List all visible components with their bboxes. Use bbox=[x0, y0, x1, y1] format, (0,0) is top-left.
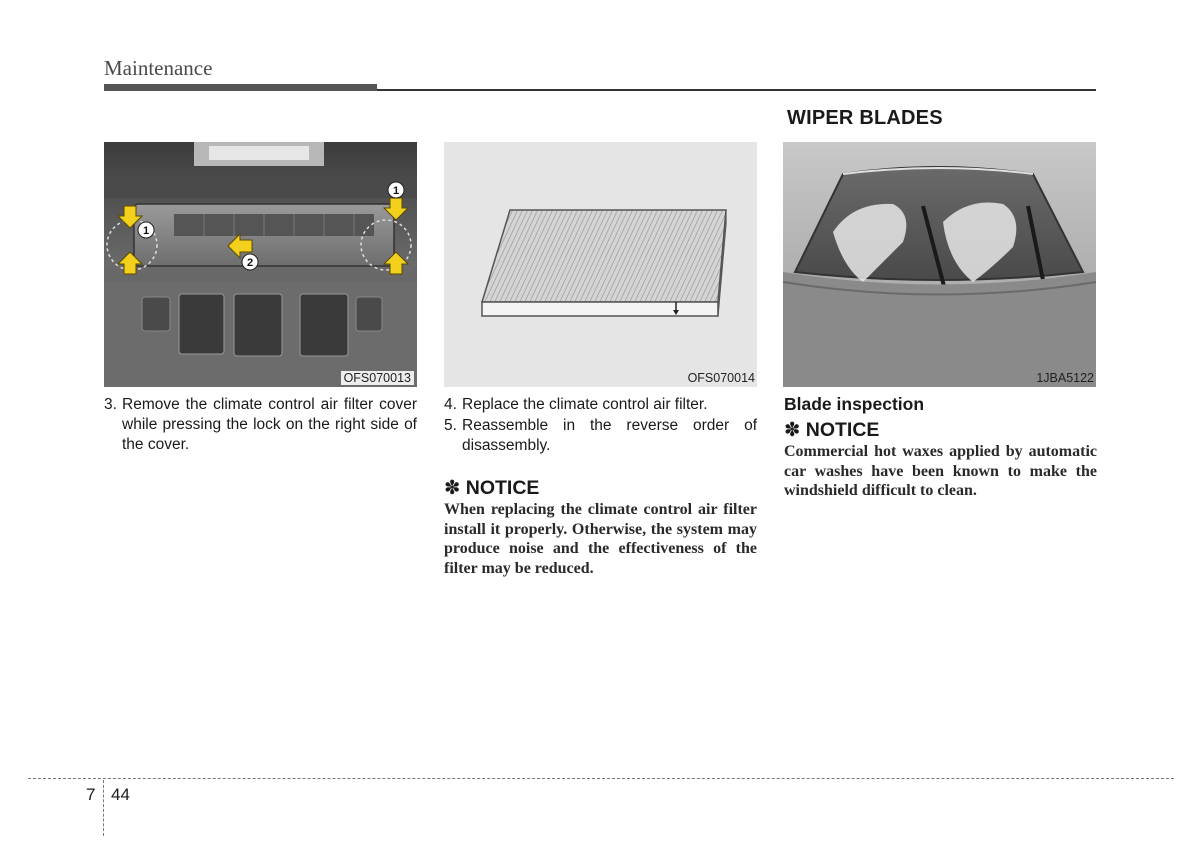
footer-divider bbox=[103, 780, 104, 836]
step-number: 4. bbox=[444, 396, 457, 413]
step-3 bbox=[104, 395, 417, 455]
callout-1-left bbox=[138, 222, 154, 238]
step-4 bbox=[444, 395, 757, 415]
header-rule-thin bbox=[377, 89, 1096, 91]
chapter-number: 7 bbox=[86, 785, 96, 804]
running-header: Maintenance bbox=[104, 56, 213, 80]
figure-code: OFS070014 bbox=[687, 371, 755, 385]
figure-code: 1JBA5122 bbox=[1036, 371, 1094, 385]
header-rule-thick bbox=[104, 84, 377, 91]
notice-body: When replacing the climate control air filter install it properly. Otherwise, the system may produce noise and the effectiveness of the filter may be reduced. bbox=[444, 501, 757, 577]
step-text: Reassemble in the reverse order of disassembly. bbox=[462, 417, 757, 454]
callout-2 bbox=[242, 254, 258, 270]
footer-rule bbox=[28, 778, 1174, 779]
figure-filter-cover bbox=[104, 142, 417, 387]
windshield-illustration bbox=[783, 142, 1096, 387]
section-title: WIPER BLADES bbox=[787, 107, 943, 129]
notice-body: Commercial hot waxes applied by automatic car washes have been known to make the windshield difficult to clean. bbox=[784, 443, 1097, 500]
air-filter-illustration bbox=[444, 142, 757, 387]
figure-code: OFS070013 bbox=[341, 371, 414, 385]
svg-text:1: 1 bbox=[142, 225, 150, 237]
step-number: 5. bbox=[444, 417, 457, 434]
step-5 bbox=[444, 416, 757, 456]
blade-inspection-heading: Blade inspection bbox=[784, 394, 925, 414]
svg-text:2: 2 bbox=[246, 257, 254, 269]
filter-cover-illustration bbox=[104, 142, 417, 387]
figure-windshield bbox=[783, 142, 1096, 387]
notice-heading: ✽ NOTICE bbox=[444, 477, 540, 499]
svg-text:1: 1 bbox=[392, 185, 400, 197]
page-number: 44 bbox=[111, 785, 130, 804]
step-text: Replace the climate control air filter. bbox=[462, 396, 708, 413]
figure-air-filter bbox=[444, 142, 757, 387]
notice-heading: ✽ NOTICE bbox=[784, 419, 880, 441]
step-text: Remove the climate control air filter cover while pressing the lock on the right side of the cover. bbox=[122, 396, 417, 453]
callout-1-right bbox=[388, 182, 404, 198]
step-number: 3. bbox=[104, 396, 117, 413]
